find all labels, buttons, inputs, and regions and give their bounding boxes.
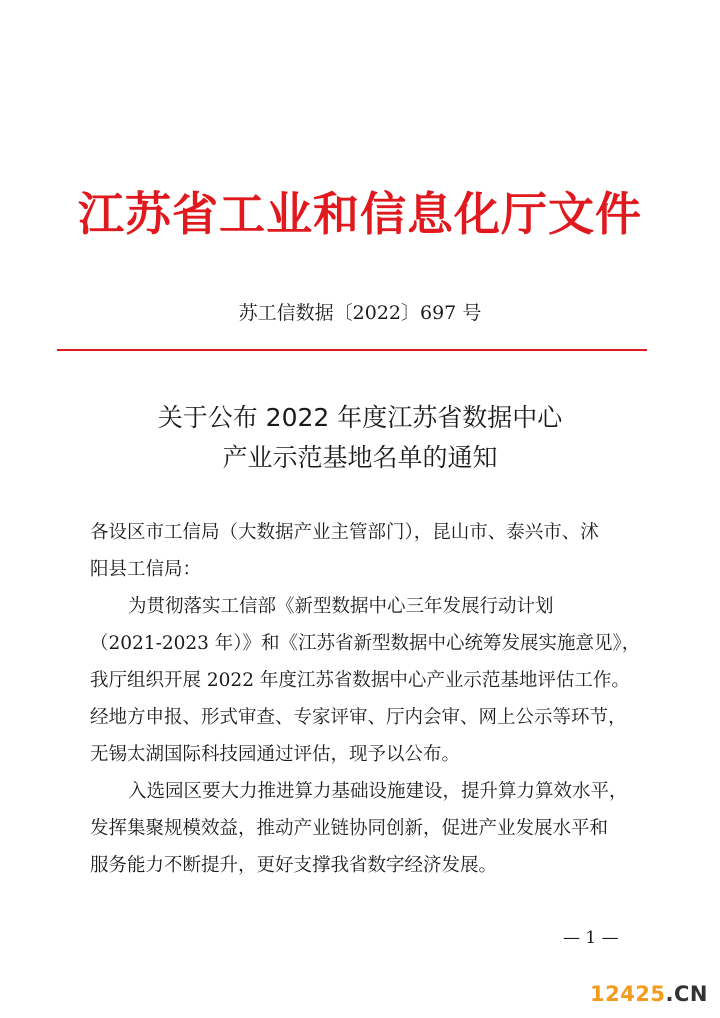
watermark-number: 12425 xyxy=(589,982,666,1006)
body-line: （2021-2023 年）》和《江苏省新型数据中心统筹发展实施意见》， xyxy=(90,633,641,654)
body-line: 为贯彻落实工信部《新型数据中心三年发展行动计划 xyxy=(128,596,554,617)
body-line: 各设区市工信局（大数据产业主管部门），昆山市、泰兴市、沭 xyxy=(90,522,599,543)
body-line: 服务能力不断提升，更好支撑我省数字经济发展。 xyxy=(90,855,498,876)
body-line: 经地方申报、形式审查、专家评审、厅内会审、网上公示等环节， xyxy=(90,707,627,728)
notice-title-line: 关于公布 2022 年度江苏省数据中心 xyxy=(157,403,563,432)
recipients xyxy=(90,514,650,588)
body-line: 无锡太湖国际科技园通过评估，现予以公布。 xyxy=(90,744,461,765)
paragraph-1 xyxy=(90,588,650,773)
body-line: 入选园区要大力推进算力基础设施建设，提升算力算效水平， xyxy=(128,781,628,802)
body-line: 发挥集聚规模效益，推动产业链协同创新，促进产业发展水平和 xyxy=(90,818,609,839)
document-number: 苏工信数据〔2022〕697 号 xyxy=(238,302,482,324)
notice-title-line: 产业示范基地名单的通知 xyxy=(222,443,498,472)
watermark-tld: .CN xyxy=(665,982,708,1006)
notice-body xyxy=(90,514,650,884)
document-issuer-title: 江苏省工业和信息化厅文件 xyxy=(78,187,642,241)
red-divider xyxy=(57,349,647,351)
body-line: 我厅组织开展 2022 年度江苏省数据中心产业示范基地评估工作。 xyxy=(90,670,630,691)
paragraph-2 xyxy=(90,773,650,884)
body-line: 阳县工信局： xyxy=(90,559,202,580)
site-watermark[interactable] xyxy=(590,982,708,1006)
page-number: — 1 — xyxy=(563,928,619,948)
notice-title xyxy=(0,398,720,478)
